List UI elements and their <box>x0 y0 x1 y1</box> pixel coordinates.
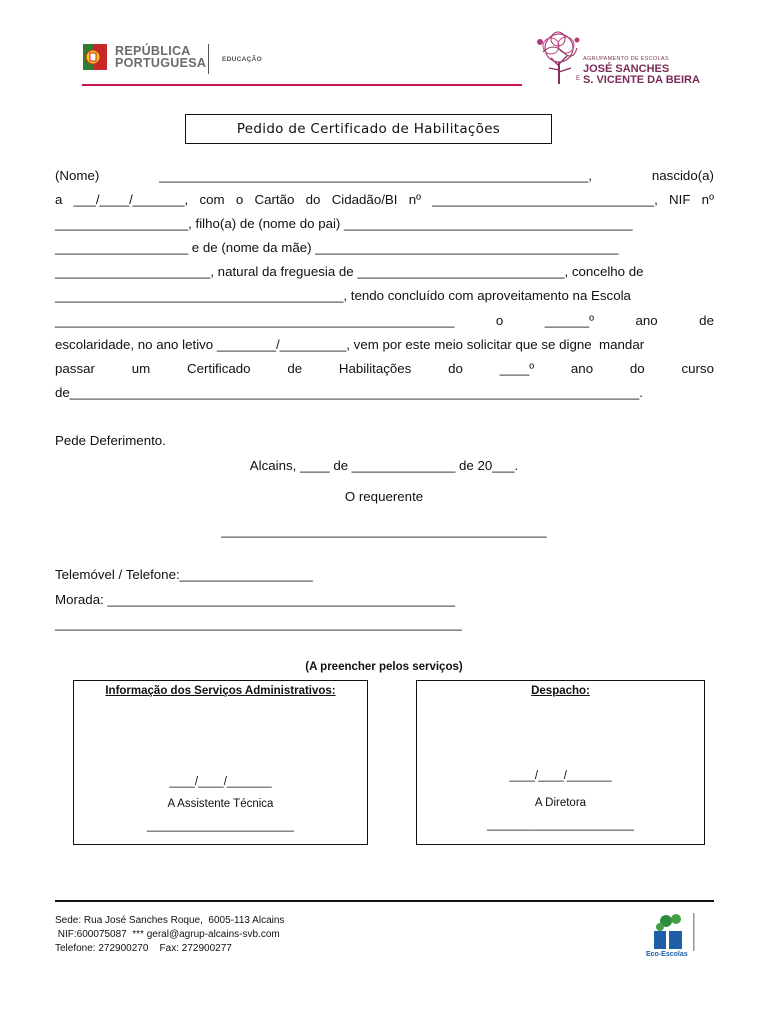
admin-services-title: Informação dos Serviços Administrativos: <box>105 685 336 697</box>
text-nif: NIF <box>669 192 691 207</box>
school-field[interactable]: ______________________________________________________ <box>55 313 455 328</box>
text-ano2: ano <box>570 361 594 376</box>
name-label: (Nome) <box>55 168 100 183</box>
ministry-label: EDUCAÇÃO <box>222 56 262 63</box>
year-field[interactable]: ____º <box>499 361 535 376</box>
despacho-box <box>416 680 705 845</box>
telefone-field[interactable]: Telemóvel / Telefone:__________________ <box>55 567 313 582</box>
born-label: nascido(a) <box>651 168 714 183</box>
name-field[interactable]: __________________________________________________________, <box>159 168 592 183</box>
diretora-signature-line[interactable]: _______________________ <box>486 819 635 831</box>
eco-escolas-label: Eco-Escolas <box>646 951 688 958</box>
footer-line-2: NIF:600075087 *** geral@agrup-alcains-svb.com <box>55 929 280 940</box>
admin-date-field[interactable]: ____/____/_______ <box>169 776 272 788</box>
footer-address <box>55 914 284 956</box>
agrupamento-name-line1: JOSÉ SANCHES <box>583 63 670 75</box>
text-o: o <box>235 192 244 207</box>
text-no: nº <box>408 192 421 207</box>
footer-line-3: Telefone: 272900270 Fax: 272900277 <box>55 943 232 954</box>
republica-portuguesa-text <box>115 45 206 69</box>
text-passar: passar <box>55 361 95 376</box>
despacho-title: Despacho: <box>531 685 590 697</box>
diretora-role-label: A Diretora <box>534 797 587 809</box>
header <box>0 0 768 95</box>
text-de: de <box>699 313 714 328</box>
admin-services-box <box>73 680 368 845</box>
despacho-date-field[interactable]: ____/____/_______ <box>509 770 612 782</box>
morada-field[interactable]: Morada: _______________________________________________ <box>55 592 456 607</box>
admin-role-label: A Assistente Técnica <box>167 798 274 810</box>
text-do3: do <box>629 361 645 376</box>
admin-signature-line[interactable]: _______________________ <box>146 820 295 832</box>
body-line-4[interactable]: __________________ e de (nome da mãe) _________________________________________ <box>55 240 619 255</box>
agrupamento-small-text: AGRUPAMENTO DE ESCOLAS <box>583 56 669 62</box>
body-line-3[interactable]: __________________, filho(a) de (nome do pai) _______________________________________ <box>55 216 633 231</box>
id-number-field[interactable]: ______________________________, <box>432 192 658 207</box>
eco-escolas-flag-icon <box>646 911 696 951</box>
place-date-line[interactable]: Alcains, ____ de ______________ de 20___. <box>249 458 519 473</box>
text-cidadao-bi: Cidadão/BI <box>331 192 398 207</box>
morada-field-2[interactable]: _______________________________________________________ <box>55 616 462 631</box>
birth-date-field[interactable]: ___/____/_______, <box>73 192 189 207</box>
rp-line2: PORTUGUESA <box>115 56 207 70</box>
body-line-1 <box>55 168 714 184</box>
footer-rule <box>55 900 714 902</box>
body-line-6[interactable]: _______________________________________, tendo concluído com aproveitamento na Escola <box>55 288 631 303</box>
text-cartao: Cartão <box>254 192 295 207</box>
text-do2: do <box>448 361 463 376</box>
text-do: do <box>305 192 321 207</box>
text-ano: ano <box>635 313 658 328</box>
body-line-8[interactable]: escolaridade, no ano letivo ________/_________, vem por este meio solicitar que se digne mandar <box>55 337 645 352</box>
text-com: com <box>199 192 225 207</box>
form-title: Pedido de Certificado de Habilitações <box>185 114 552 144</box>
requerente-signature-line[interactable]: ____________________________________________ <box>221 523 547 538</box>
header-divider <box>208 44 209 74</box>
body-line-10[interactable]: de_____________________________________________________________________________. <box>55 385 643 400</box>
body-line-2 <box>55 192 714 208</box>
text-certificado: Certificado <box>186 361 251 376</box>
text-nif-no: nº <box>701 192 714 207</box>
services-heading: (A preencher pelos serviços) <box>305 661 463 673</box>
text-curso: curso <box>681 361 714 376</box>
body-line-9 <box>55 361 714 377</box>
text-a: a <box>55 192 63 207</box>
footer-line-1: Sede: Rua José Sanches Roque, 6005-113 Alcains <box>55 915 285 926</box>
text-um: um <box>131 361 151 376</box>
agrupamento-name-line2: S. VICENTE DA BEIRA <box>583 74 700 86</box>
requerente-label: O requerente <box>344 489 424 504</box>
body-line-7 <box>55 313 714 329</box>
portugal-coat-of-arms-icon <box>82 43 108 73</box>
text-habilitacoes: Habilitações <box>338 361 412 376</box>
grade-field[interactable]: ______º <box>544 313 594 328</box>
text-o2: o <box>495 313 504 328</box>
header-red-rule <box>82 84 522 86</box>
text-de2: de <box>287 361 303 376</box>
body-line-5[interactable]: _____________________, natural da freguesia de ____________________________, concelho de <box>55 264 644 279</box>
pede-deferimento: Pede Deferimento. <box>55 433 166 448</box>
agrupamento-e: E <box>576 76 581 82</box>
rp-line1: REPÚBLICA <box>115 44 191 58</box>
eco-escolas-logo <box>646 911 696 961</box>
